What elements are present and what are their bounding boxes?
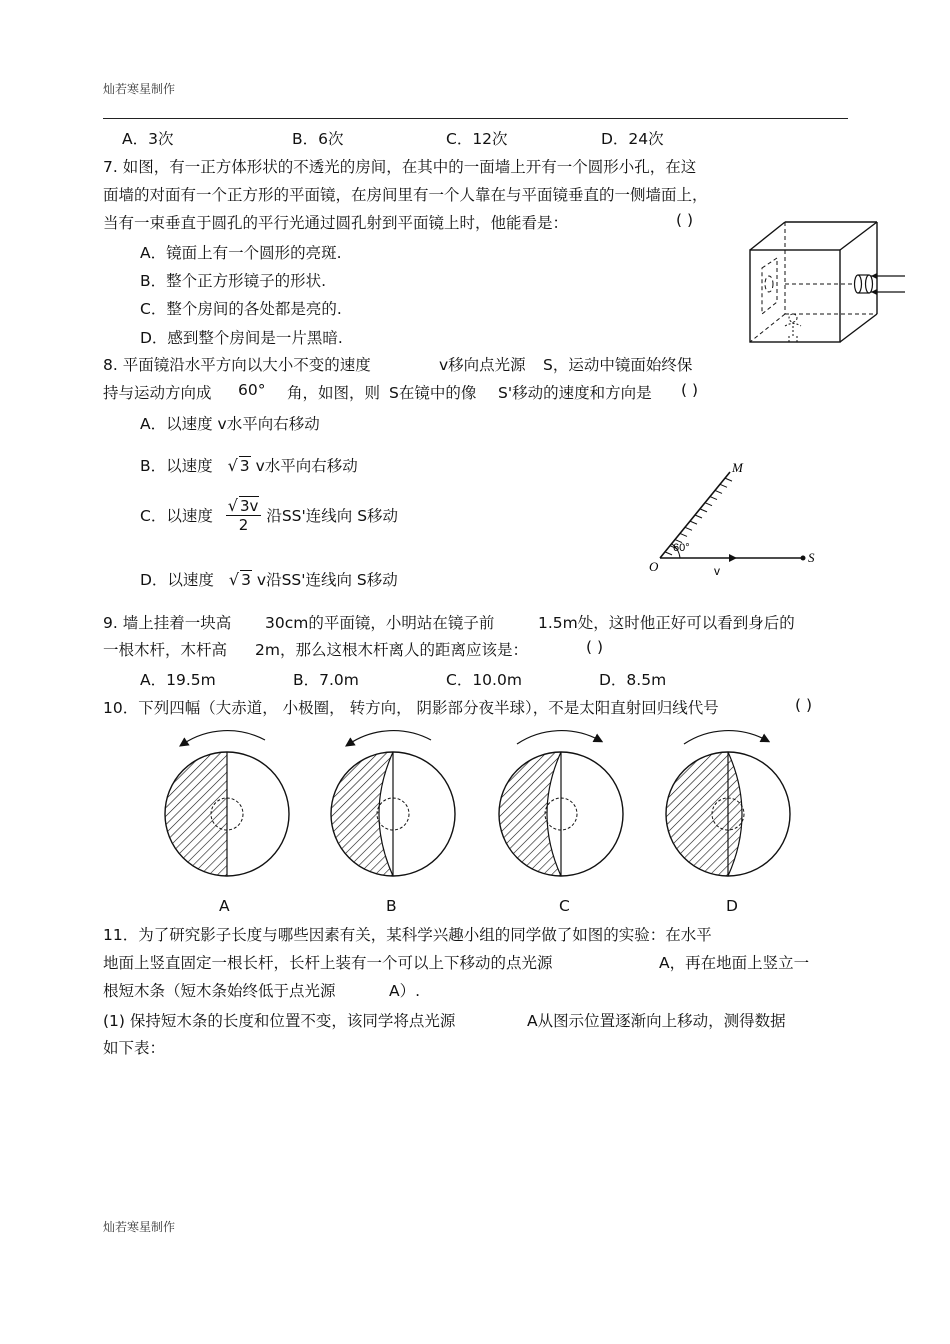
q9-line-1a: 9. 墙上挂着一块高 — [103, 614, 232, 632]
q7-option-a: A．镜面上有一个圆形的亮斑. — [140, 244, 342, 262]
q7-line-1: 7. 如图，有一正方体形状的不透光的房间，在其中的一面墙上开有一个圆形小孔，在这 — [103, 158, 697, 176]
q8-line-2c: 角，如图，则 — [287, 384, 381, 402]
q8-option-c-suffix: 沿SS'连线向 S移动 — [266, 507, 399, 525]
q6-option-a: A．3次 — [122, 130, 174, 148]
q11-line-5: 如下表： — [103, 1039, 166, 1057]
globe-c — [499, 731, 623, 876]
q8-option-b — [140, 454, 358, 476]
globe-d — [666, 731, 790, 876]
mirror-hatch-mark — [665, 552, 672, 555]
q7-option-d: D．感到整个房间是一片黑暗. — [140, 329, 343, 347]
q7-line-2: 面墙的对面有一个正方形的平面镜，在房间里有一个人靠在与平面镜垂直的一侧墙面上， — [103, 186, 708, 204]
mirror-figure — [638, 458, 828, 583]
q8-line-1a: 8. 平面镜沿水平方向以大小不变的速度 — [103, 356, 371, 374]
q9-line-2b: 2m，那么这根木杆离人的距离应该是： — [255, 641, 528, 659]
q7-line-3: 当有一束垂直于圆孔的平行光通过圆孔射到平面镜上时，他能看是： — [103, 214, 569, 232]
q9-option-d: D．8.5m — [599, 671, 667, 689]
q11-line-1: 11．为了研究影子长度与哪些因素有关，某科学兴趣小组的同学做了如图的实验：在水平 — [103, 926, 712, 944]
q8-answer-bracket: ( ) — [681, 381, 699, 399]
q11-line-4a: (1) 保持短木条的长度和位置不变，该同学将点光源 — [103, 1012, 456, 1030]
q8-option-c-prefix: C．以速度 — [140, 507, 213, 525]
q11-line-2a: 地面上竖直固定一根长杆，长杆上装有一个可以上下移动的点光源 — [103, 954, 553, 972]
label-o: O — [649, 559, 659, 574]
q8-option-a: A．以速度 v水平向右移动 — [140, 415, 320, 433]
globe-label-c: C — [559, 897, 570, 915]
page-footer: 灿若寒星制作 — [103, 1220, 176, 1234]
mirror-hatch-mark — [695, 515, 702, 518]
globe-figures — [150, 728, 790, 878]
globe-label-a: A — [219, 897, 230, 915]
q8-line-1c: S，运动中镜面始终保 — [543, 356, 693, 374]
mirror-hatch-mark — [700, 509, 707, 512]
mirror-hatch-mark — [710, 497, 717, 500]
q9-line-2a: 一根木杆，木杆高 — [103, 641, 228, 659]
q10-answer-bracket: ( ) — [795, 696, 813, 714]
q9-line-1b: 30cm的平面镜，小明站在镜子前 — [265, 614, 495, 632]
mirror-hatch-mark — [705, 503, 712, 506]
mirror-hatch-mark — [685, 527, 692, 530]
q6-option-c: C．12次 — [446, 130, 508, 148]
sqrt-radicand: 3 — [241, 571, 251, 589]
q11-line-3a: 根短木条（短木条始终低于点光源 — [103, 982, 336, 1000]
q8-line-2e: S'移动的速度和方向是 — [498, 384, 652, 402]
q9-line-1c: 1.5m处，这时他正好可以看到身后的 — [538, 614, 795, 632]
q8-option-b-suffix: v水平向右移动 — [255, 457, 358, 475]
mirror-hatch-mark — [715, 490, 722, 493]
mirror-hatch-mark — [725, 478, 732, 481]
label-m: M — [732, 460, 743, 475]
mirror-hatch-mark — [720, 484, 727, 487]
label-angle: 60° — [673, 542, 690, 554]
fraction — [226, 496, 262, 534]
q8-option-b-prefix: B．以速度 — [140, 457, 213, 475]
q7-option-c: C．整个房间的各处都是亮的. — [140, 300, 342, 318]
globe-label-d: D — [726, 897, 738, 915]
mirror-hatch-mark — [680, 533, 687, 536]
globe-label-b: B — [386, 897, 397, 915]
fraction-denominator: 2 — [238, 516, 249, 534]
fraction-numerator: 3v — [239, 497, 259, 515]
sqrt-symbol: √ — [228, 570, 240, 589]
q6-option-b: B．6次 — [292, 130, 344, 148]
q8-option-d-suffix: v沿SS'连线向 S移动 — [256, 571, 398, 589]
q9-option-b: B．7.0m — [293, 671, 359, 689]
q9-answer-bracket: ( ) — [586, 638, 604, 656]
sqrt-radicand: 3 — [239, 457, 250, 475]
q9-option-c: C．10.0m — [446, 671, 522, 689]
globe-a — [165, 731, 289, 876]
q8-line-1b: v移向点光源 — [439, 356, 526, 374]
q8-option-c — [140, 496, 398, 534]
label-s: S — [808, 550, 815, 565]
sqrt-symbol: √ — [227, 456, 238, 475]
q7-option-b: B．整个正方形镜子的形状. — [140, 272, 327, 290]
q6-option-d: D．24次 — [601, 130, 664, 148]
q11-line-2b: A，再在地面上竖立一 — [659, 954, 810, 972]
q7-answer-bracket: ( ) — [676, 211, 694, 229]
mirror-hatch-mark — [690, 521, 697, 524]
q8-line-2d: S在镜中的像 — [389, 384, 477, 402]
q8-line-2b: 60° — [238, 381, 266, 399]
sqrt-symbol: √ — [227, 496, 238, 515]
header-rule — [103, 118, 848, 119]
q8-line-2a: 持与运动方向成 — [103, 384, 212, 402]
q10-text: 10．下列四幅（大赤道， 小极圈， 转方向， 阴影部分夜半球），不是太阳直射回归线代号 — [103, 699, 719, 717]
q8-option-d-prefix: D．以速度 — [140, 571, 214, 589]
q9-option-a: A．19.5m — [140, 671, 216, 689]
cube-room-figure — [745, 218, 910, 348]
q11-line-3b: A）. — [389, 982, 421, 1000]
globe-b — [331, 731, 455, 876]
page-header: 灿若寒星制作 — [103, 82, 176, 96]
label-v: v — [714, 564, 720, 578]
q8-option-d — [140, 568, 398, 590]
q11-line-4b: A从图示位置逐渐向上移动，测得数据 — [527, 1012, 786, 1030]
